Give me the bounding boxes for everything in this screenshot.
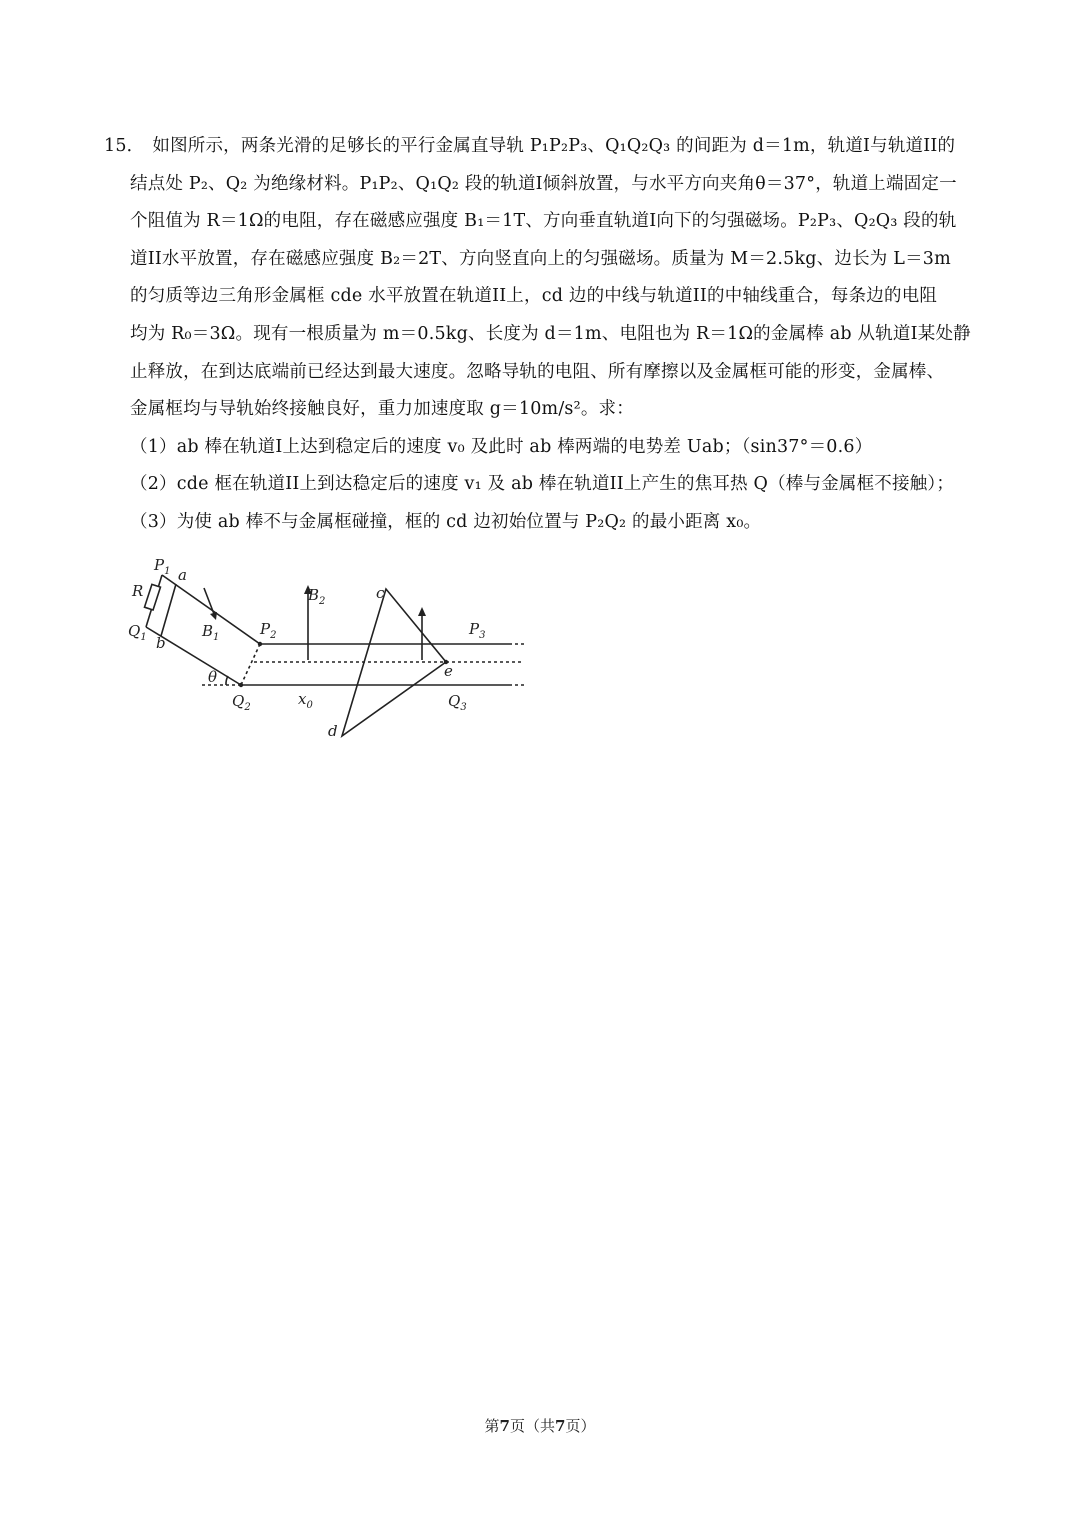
label-p1: $P_1$ [154, 556, 171, 577]
problem-text-line: 如图所示，两条光滑的足够长的平行金属直导轨 P₁P₂P₃、Q₁Q₂Q₃ 的间距为 d＝1m，轨道I与轨道II的 [152, 136, 956, 156]
problem-text-line: 结点处 P₂、Q₂ 为绝缘材料。P₁P₂、Q₁Q₂ 段的轨道I倾斜放置，与水平方向夹角θ＝37°，轨道上端固定一 [130, 173, 957, 194]
problem-15 [104, 128, 984, 542]
theta-arc [226, 676, 228, 685]
label-d: d [328, 722, 338, 740]
label-q1: $Q_1$ [128, 622, 147, 643]
label-x0: $x_0$ [298, 690, 313, 711]
problem-text-line: 的匀质等边三角形金属框 cde 水平放置在轨道II上，cd 边的中线与轨道II的中轴线重合，每条边的电阻 [130, 286, 938, 307]
sub-question-2: （2）cde 框在轨道II上到达稳定后的速度 v₁ 及 ab 棒在轨道II上产生的焦耳热 Q（棒与金属框不接触）； [130, 474, 955, 495]
sub-question-3: （3）为使 ab 棒不与金属框碰撞，框的 cd 边初始位置与 P₂Q₂ 的最小距离 x₀。 [130, 511, 762, 532]
footer-mid: 页（共 [509, 1417, 555, 1435]
footer-prefix: 第 [484, 1417, 500, 1435]
junction-line [241, 644, 260, 685]
label-b1: $B_1$ [202, 622, 220, 643]
label-e: e [444, 662, 453, 680]
sub-question-1: （1）ab 棒在轨道I上达到稳定后的速度 v₀ 及此时 ab 棒两端的电势差 Uab；（sin37°＝0.6） [130, 436, 873, 457]
problem-line-1 [104, 128, 984, 166]
b1-arrow-icon [204, 588, 214, 614]
label-b: b [156, 634, 166, 652]
problem-text-line: 道II水平放置，存在磁感应强度 B₂＝2T、方向竖直向上的匀强磁场。质量为 M＝2.5kg、边长为 L＝3m [130, 248, 951, 269]
page-footer [0, 1415, 1080, 1436]
bar-ab [161, 584, 176, 636]
label-r: R [132, 582, 144, 600]
label-b2: $B_2$ [308, 586, 326, 607]
label-theta: θ [208, 668, 218, 686]
problem-text-line: 均为 R₀＝3Ω。现有一根质量为 m＝0.5kg、长度为 d＝1m、电阻也为 R＝1Ω的金属棒 ab 从轨道I某处静 [130, 323, 971, 344]
footer-page-number: 7 [499, 1417, 510, 1435]
label-q2: $Q_2$ [232, 692, 251, 713]
label-p2: $P_2$ [260, 620, 277, 641]
resistor-symbol [144, 584, 160, 610]
problem-text-line: 金属框均与导轨始终接触良好，重力加速度取 g＝10m/s²。求： [130, 399, 634, 420]
footer-total-pages: 7 [555, 1417, 566, 1435]
footer-suffix: 页） [565, 1417, 596, 1435]
problem-number: 15． [104, 136, 145, 156]
label-a: a [178, 566, 187, 584]
label-p3: $P_3$ [469, 620, 486, 641]
label-c: c [376, 584, 385, 602]
problem-text-line: 止释放，在到达底端前已经达到最大速度。忽略导轨的电阻、所有摩擦以及金属框可能的形变，金属棒、 [130, 361, 945, 382]
rail-diagram [124, 552, 524, 742]
problem-text-line: 个阻值为 R＝1Ω的电阻，存在磁感应强度 B₁＝1T、方向垂直轨道I向下的匀强磁场。P₂P₃、Q₂Q₃ 段的轨 [130, 211, 957, 232]
label-q3: $Q_3$ [448, 692, 467, 713]
rail-diagram-svg [124, 552, 524, 742]
